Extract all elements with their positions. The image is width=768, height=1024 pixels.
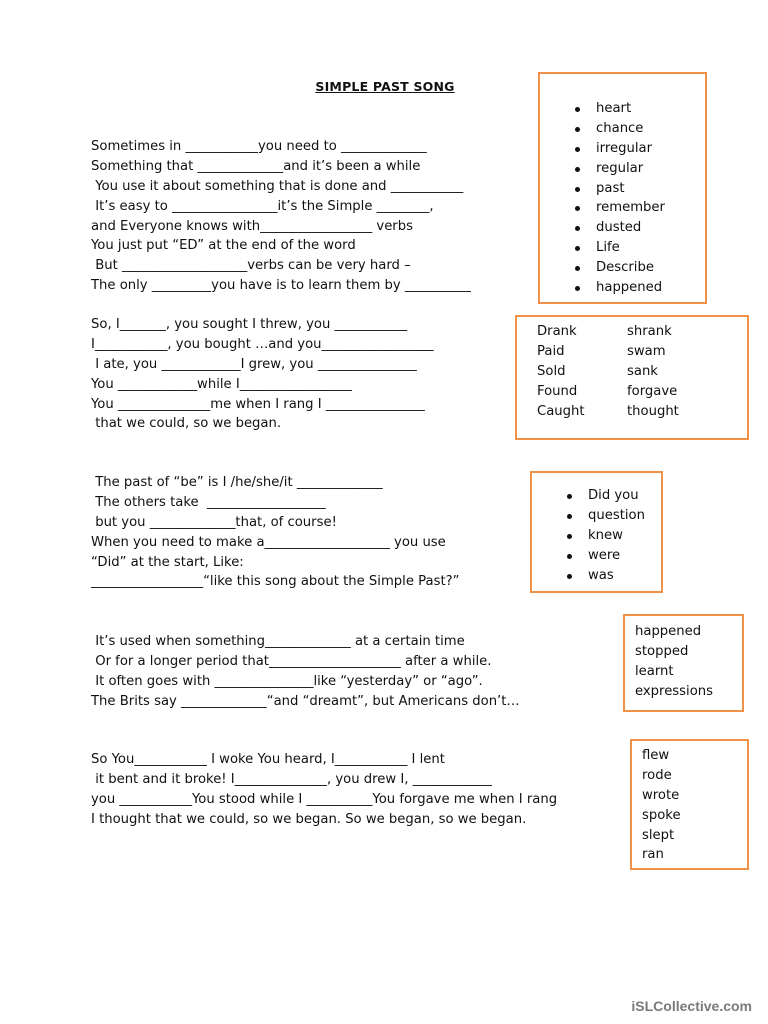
word-item: Paid: [537, 343, 565, 359]
lyric-line: but you _____________that, of course!: [91, 514, 337, 530]
word-item: Found: [537, 383, 578, 399]
word-item: Drank: [537, 324, 577, 339]
word-item: knew: [532, 526, 661, 546]
lyric-line: Sometimes in ___________you need to _____________: [91, 139, 427, 154]
lyric-line: that we could, so we began.: [91, 416, 282, 432]
lyric-line: I___________, you bought …and you_________________: [91, 336, 434, 352]
word-item: slept: [642, 827, 675, 843]
word-item: Caught: [537, 403, 585, 419]
word-item: expressions: [635, 683, 714, 699]
word-item: was: [532, 566, 661, 586]
word-box-2: [515, 315, 749, 440]
stanza-4: [91, 632, 520, 712]
lyric-line: It often goes with _______________like “yesterday” or “ago”.: [91, 673, 483, 689]
word-item: remember: [540, 198, 705, 218]
lyric-line: It’s used when something_____________ at a certain time: [91, 634, 465, 649]
lyric-line: Something that _____________and it’s been a while: [91, 158, 421, 174]
lyric-line: Or for a longer period that____________________ after a while.: [91, 653, 492, 669]
lyric-line: When you need to make a___________________ you use: [91, 534, 446, 550]
lyric-line: The Brits say _____________“and “dreamt”, but Americans don’t…: [91, 693, 520, 709]
word-item: rode: [642, 767, 672, 783]
lyric-line: I ate, you ____________I grew, you _______________: [91, 356, 417, 372]
word-item: spoke: [642, 807, 681, 823]
word-item: wrote: [642, 787, 680, 803]
lyric-line: So You___________ I woke You heard, I___________ I lent: [91, 752, 445, 767]
word-item: thought: [627, 403, 679, 419]
word-box-4: [623, 614, 744, 712]
word-item: forgave: [627, 383, 678, 399]
lyric-line: You ____________while I_________________: [91, 376, 352, 392]
lyric-line: The others take __________________: [91, 494, 326, 510]
word-item: regular: [540, 159, 705, 179]
stanza-1: [91, 137, 471, 296]
lyric-line: you ___________You stood while I __________You forgave me when I rang: [91, 791, 558, 807]
lyric-line: You just put “ED” at the end of the word: [91, 238, 356, 254]
lyric-line: The past of “be” is I /he/she/it _____________: [91, 475, 383, 490]
word-item: past: [540, 179, 705, 199]
word-item: question: [532, 506, 661, 526]
word-box-3: [530, 471, 663, 593]
word-item: stopped: [635, 643, 689, 659]
watermark: iSLCollective.com: [631, 998, 752, 1014]
word-item: sank: [627, 363, 658, 379]
word-item: swam: [627, 343, 666, 359]
lyric-line: So, I_______, you sought I threw, you ___________: [91, 317, 408, 332]
word-box-5: [630, 739, 749, 870]
word-item: Sold: [537, 363, 566, 379]
word-item: heart: [540, 99, 705, 119]
word-box-1: [538, 72, 707, 304]
lyric-line: You ______________me when I rang I _______________: [91, 396, 425, 412]
word-item: were: [532, 546, 661, 566]
lyric-line: and Everyone knows with_________________ verbs: [91, 218, 413, 234]
lyric-line: But ___________________verbs can be very hard –: [91, 258, 411, 274]
page-title: SIMPLE PAST SONG: [315, 79, 455, 94]
word-item: ran: [642, 847, 664, 863]
stanza-5: [91, 750, 557, 830]
lyric-line: “Did” at the start, Like:: [91, 554, 244, 570]
word-item: happened: [635, 624, 702, 639]
lyric-line: The only _________you have is to learn them by __________: [91, 278, 471, 294]
lyric-line: I thought that we could, so we began. So we began, so we began.: [91, 811, 527, 827]
word-item: Describe: [540, 258, 705, 278]
word-item: happened: [540, 278, 705, 298]
stanza-2: [91, 315, 434, 434]
word-item: chance: [540, 119, 705, 139]
lyric-line: it bent and it broke! I______________, you drew I, ____________: [91, 771, 492, 787]
word-item: shrank: [627, 324, 672, 339]
stanza-3: [91, 473, 459, 592]
word-item: learnt: [635, 663, 674, 679]
word-item: Did you: [532, 486, 661, 506]
lyric-line: You use it about something that is done and ___________: [91, 178, 464, 194]
lyric-line: It’s easy to ________________it’s the Simple ________,: [91, 198, 434, 214]
word-item: irregular: [540, 139, 705, 159]
word-item: flew: [642, 748, 670, 763]
word-item: Life: [540, 238, 705, 258]
word-item: dusted: [540, 218, 705, 238]
lyric-line: _________________“like this song about the Simple Past?”: [91, 574, 460, 590]
